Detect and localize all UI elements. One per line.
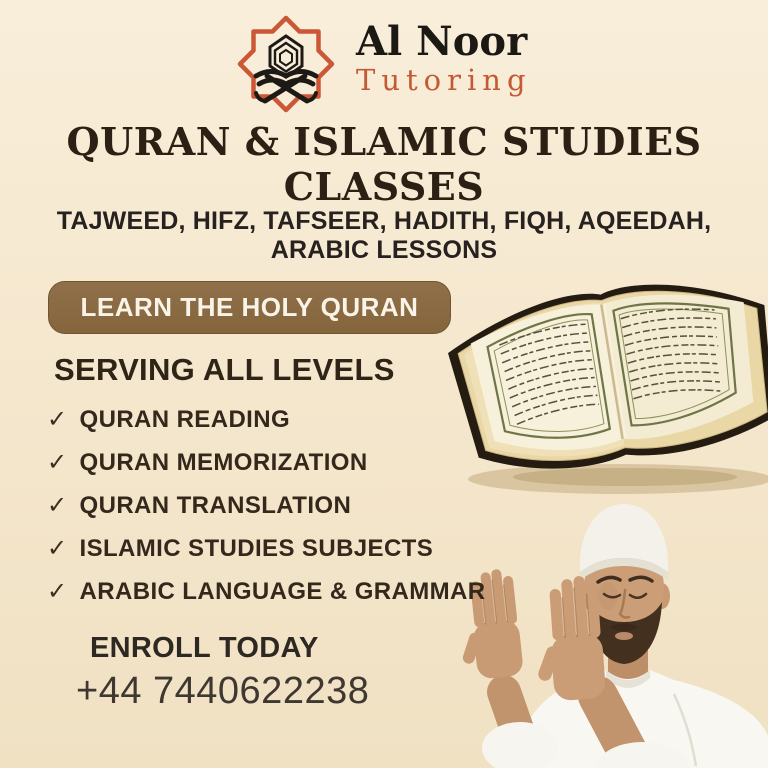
checklist-item-label: QURAN TRANSLATION [79,492,352,519]
check-icon: ✓ [47,491,68,519]
checklist-item [47,448,486,476]
phone-number: +44 7440622238 [76,670,370,712]
checklist-item [47,491,486,519]
check-icon: ✓ [47,534,68,562]
checklist-item-label: ARABIC LANGUAGE & GRAMMAR [79,578,486,605]
checklist-item-label: QURAN READING [79,406,291,433]
check-icon: ✓ [47,405,68,433]
brand-tagline: Tutoring [356,63,532,97]
subjects-subtitle-line1: TAJWEED, HIFZ, TAFSEER, HADITH, FIQH, AQEEDAH, [56,207,712,235]
checklist-item [47,405,486,433]
learn-quran-badge-label: LEARN THE HOLY QURAN [80,292,419,322]
serving-all-levels-heading: SERVING ALL LEVELS [54,352,395,387]
brand-logo-star-icon [236,14,336,114]
checklist-item [47,534,486,562]
checklist-item [47,577,486,605]
page-title-line2: CLASSES [283,163,485,209]
brand-block [356,18,532,97]
enroll-today-heading: ENROLL TODAY [90,632,319,664]
page-title [0,120,768,210]
page-title-line1: QURAN & ISLAMIC STUDIES [66,119,702,164]
subjects-subtitle [0,207,768,264]
checklist-item-label: QURAN MEMORIZATION [79,449,368,476]
checklist-item-label: ISLAMIC STUDIES SUBJECTS [79,535,434,562]
check-icon: ✓ [47,577,68,605]
check-icon: ✓ [47,448,68,476]
services-checklist [47,405,486,623]
learn-quran-badge [48,281,451,334]
praying-man-image [458,486,768,768]
subjects-subtitle-line2: ARABIC LESSONS [270,235,498,264]
brand-name: Al Noor [356,18,528,65]
